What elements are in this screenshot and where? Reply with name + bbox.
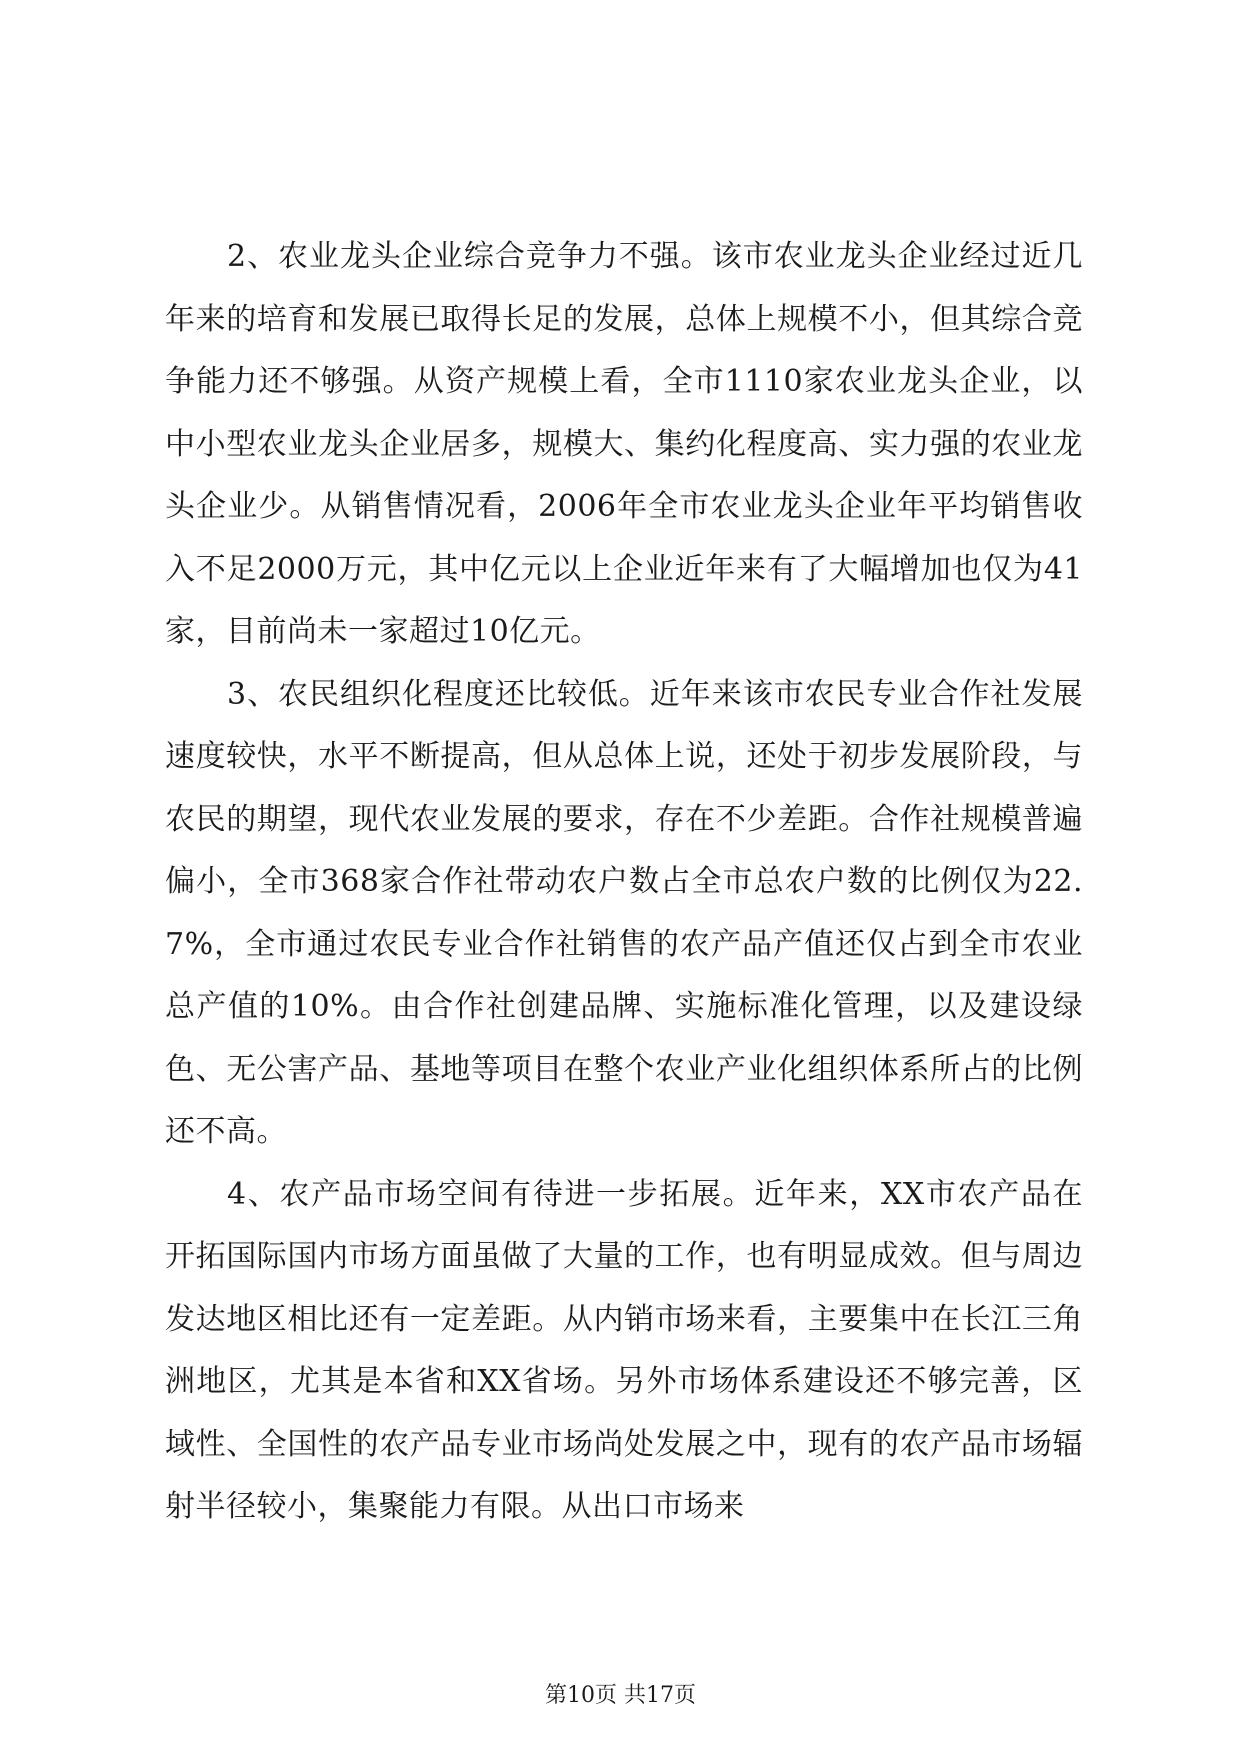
paragraph-leading-enterprises: 2、农业龙头企业综合竞争力不强。该市农业龙头企业经过近几年来的培育和发展已取得长足的发展，总体上规模不小，但其综合竞争能力还不够强。从资产规模上看，全市1110家农业龙头企业，以中小型农业龙头企业居多，规模大、集约化程度高、实力强的农业龙头企业少。从销售情况看，2006年全市农业龙头企业年平均销售收入不足2000万元，其中亿元以上企业近年来有了大幅增加也仅为41家，目前尚未一家超过10亿元。 — [165, 239, 1083, 649]
page-number-label: 第10页 共17页 — [545, 1683, 696, 1708]
paragraph-farmer-organization: 3、农民组织化程度还比较低。近年来该市农民专业合作社发展速度较快，水平不断提高，但从总体上说，还处于初步发展阶段，与农民的期望，现代农业发展的要求，存在不少差距。合作社规模普遍偏小，全市368家合作社带动农户数占全市总农户数的比例仅为22.7%，全市通过农民专业合作社销售的农产品产值还仅占到全市农业总产值的10%。由合作社创建品牌、实施标准化管理，以及建设绿色、无公害产品、基地等项目在整个农业产业化组织体系所占的比例还不高。 — [165, 676, 1083, 1149]
page-footer — [0, 1682, 1241, 1710]
paragraph-market-space: 4、农产品市场空间有待进一步拓展。近年来，XX市农产品在开拓国际国内市场方面虽做了大量的工作，也有明显成效。但与周边发达地区相比还有一定差距。从内销市场来看，主要集中在长江三角洲地区，尤其是本省和XX省场。另外市场体系建设还不够完善，区域性、全国性的农产品专业市场尚处发展之中，现有的农产品市场辐射半径较小，集聚能力有限。从出口市场来 — [165, 1176, 1083, 1524]
body-text — [165, 226, 1083, 1539]
